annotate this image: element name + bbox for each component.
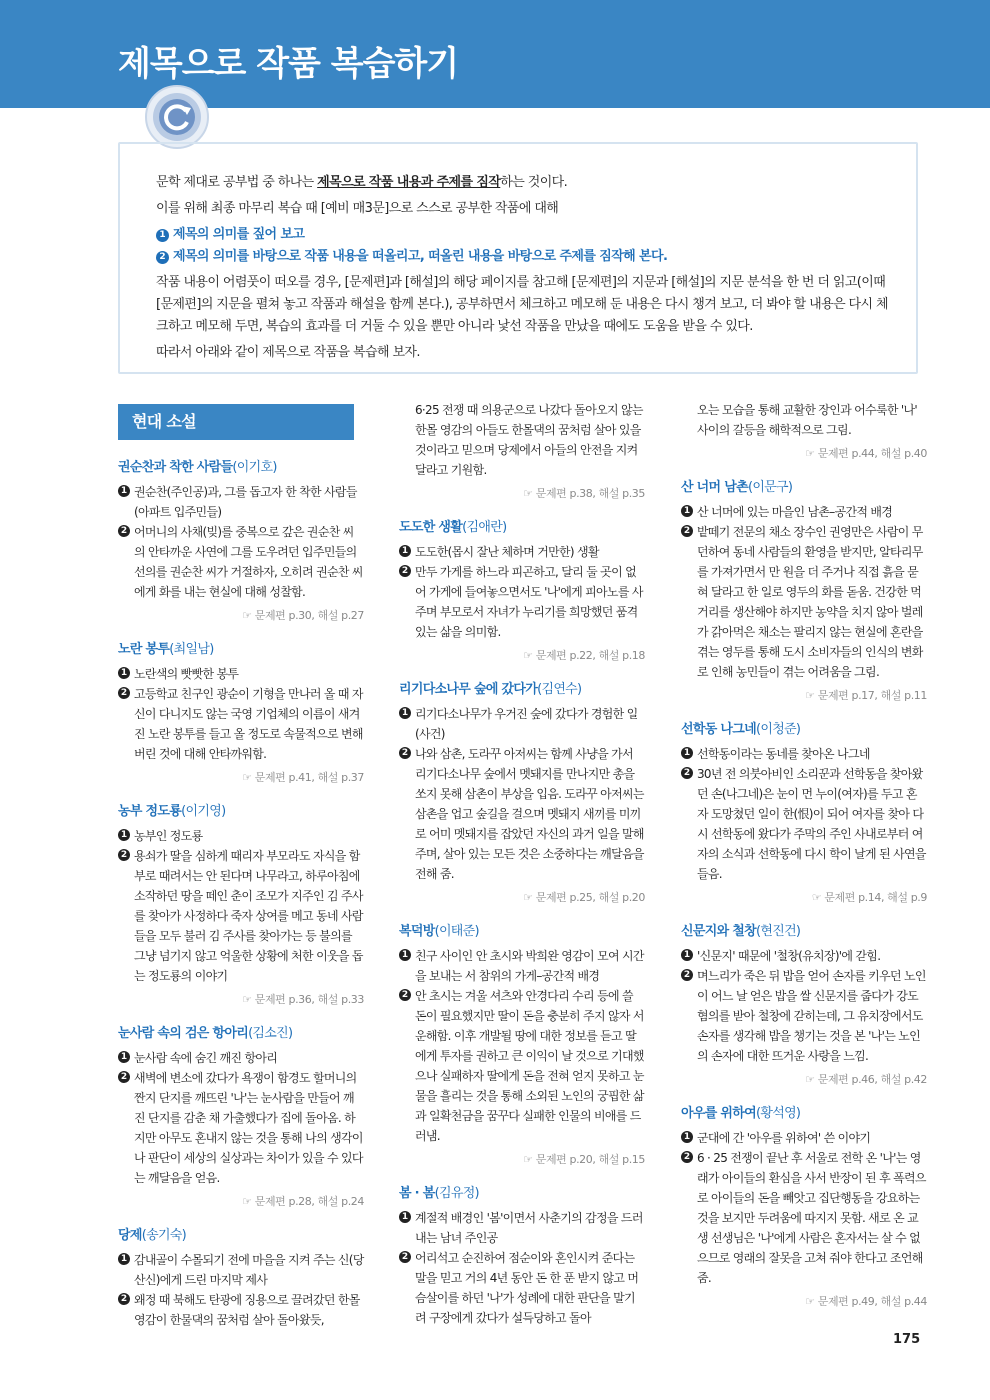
work-title: 봄 · 봄(김유정) xyxy=(399,1186,479,1201)
work-item-2: 2 어머니의 사채(빚)를 중복으로 갚은 권순찬 씨의 안타까운 사연에 그를 도우려던 입주민들의 선의를 권순찬 씨가 거절하자, 오히려 권순찬 씨에게 화를 내는 현실에 대해 성찰함. xyxy=(118,522,364,602)
work-item-1: 1 눈사람 속에 숨긴 깨진 항아리 xyxy=(118,1048,364,1068)
work-item-2: 2 용쇠가 딸을 심하게 때리자 부모라도 자식을 함부로 때려서는 안 된다며 나무라고, 하루아침에 소작하던 땅을 떼인 춘이 조모가 지주인 김 주사를 찾아가 사정하다 죽자 상여를 메고 동네 사람들을 모두 불러 김 주사를 찾아가는 등 불의를 그냥 넘기지 않고 억울한 상황에 처한 이웃을 돕는 정도룡의 이야기 xyxy=(118,846,364,986)
work-entry xyxy=(118,802,364,1010)
page-title: 제목으로 작품 복습하기 xyxy=(118,44,459,84)
work-reference: ☞ 문제편 p.14, 해설 p.9 xyxy=(811,891,927,904)
work-item-2: 2 어리석고 순진하여 점순이와 혼인시켜 준다는 말을 믿고 거의 4년 동안 돈 한 푼 받지 않고 머슴살이를 하던 '나'가 성례에 대한 판단을 말기려 구장에게 갔다가 설득당하고 돌아 xyxy=(399,1248,645,1328)
work-item-2: 2 30년 전 의붓아비인 소리꾼과 선학동을 찾아왔던 손(나그네)은 눈이 먼 누이(여자)를 두고 혼자 도망쳤던 일이 한(恨)이 되어 여자를 찾아 다시 선학동에 왔다가 주막의 주인 사내로부터 여자의 소식과 선학동에 다시 학이 날게 된 사연을 들음. xyxy=(681,764,927,884)
work-item-2: 2 왜정 때 북해도 탄광에 징용으로 끌려갔던 한몰 영감이 한물댁의 꿈처럼 살아 돌아왔듯, xyxy=(118,1290,364,1330)
work-reference: ☞ 문제편 p.41, 해설 p.37 xyxy=(242,771,364,784)
column-3 xyxy=(681,400,927,1326)
intro-paragraph-1: 문학 제대로 공부법 중 하나는 제목으로 작품 내용과 주제를 짐작하는 것이다. xyxy=(156,175,568,190)
work-item-2: 2 며느리가 죽은 뒤 밥을 얻어 손자를 키우던 노인이 어느 날 얻은 밥을 쌀 신문지를 줍다가 강도 혐의를 받아 철창에 갇히는데, 그 유치장에서도 손자를 생각해 밥을 챙기는 것을 본 '나'는 노인의 손자에 대한 뜨거운 사랑을 느낌. xyxy=(681,966,927,1066)
work-entry xyxy=(681,720,927,908)
intro-box xyxy=(118,142,918,374)
work-item-1: 1 친구 사이인 안 초시와 박희완 영감이 모여 시간을 보내는 서 참위의 가게–공간적 배경 xyxy=(399,946,645,986)
intro-step-2: 2 제목의 의미를 바탕으로 작품 내용을 떠올리고, 떠올린 내용을 바탕으로 주제를 짐작해 본다. xyxy=(156,246,896,268)
work-title: 신문지와 철창(현진건) xyxy=(681,924,801,939)
work-item-1: 1 선학동이라는 동네를 찾아온 나그네 xyxy=(681,744,927,764)
work-title: 노란 봉투(최일남) xyxy=(118,642,214,657)
work-item-1: 1 농부인 정도룡 xyxy=(118,826,364,846)
work-title: 도도한 생활(김애란) xyxy=(399,520,507,535)
work-reference: ☞ 문제편 p.49, 해설 p.44 xyxy=(805,1295,927,1308)
work-entry xyxy=(118,458,364,626)
intro-step-1: 1 제목의 의미를 짚어 보고 xyxy=(156,224,896,246)
work-item-1: 1 노란색의 빳빳한 봉투 xyxy=(118,664,364,684)
work-title: 당제(송기숙) xyxy=(118,1228,187,1243)
work-reference: ☞ 문제편 p.38, 해설 p.35 xyxy=(523,487,645,500)
work-item-1: 1 산 너머에 있는 마을인 남촌–공간적 배경 xyxy=(681,502,927,522)
work-item-2: 2 새벽에 변소에 갔다가 욕쟁이 함경도 할머니의 짠지 단지를 깨뜨린 '나'는 눈사람을 만들어 깨진 단지를 감춘 채 가출했다가 집에 돌아옴. 하지만 아무도 혼내지 않는 것을 통해 나의 생각이나 판단이 세상의 실상과는 차이가 있을 수 있다는 깨달음을 얻음. xyxy=(118,1068,364,1188)
work-title: 아우를 위하여(황석영) xyxy=(681,1106,801,1121)
work-item-continued: 오는 모습을 통해 교활한 장인과 어수룩한 '나' 사이의 갈등을 해학적으로 그림. xyxy=(697,403,917,437)
work-entry-continued xyxy=(399,400,645,504)
work-item-continued: 6·25 전쟁 때 의용군으로 나갔다 돌아오지 않는 한몰 영감의 아들도 한몰댁의 꿈처럼 살아 있을 것이라고 믿으며 당제에서 아들의 안전을 지켜 달라고 기원함. xyxy=(415,403,643,477)
work-entry xyxy=(118,1024,364,1212)
work-reference: ☞ 문제편 p.30, 해설 p.27 xyxy=(242,609,364,622)
work-reference: ☞ 문제편 p.25, 해설 p.20 xyxy=(523,891,645,904)
work-item-2: 2 6 · 25 전쟁이 끝난 후 서울로 전학 온 '나'는 영래가 아이들의 환심을 사서 반장이 된 후 폭력으로 아이들의 돈을 빼앗고 집단행동을 강요하는 것을 보지만 두려움에 따지지 못함. 새로 온 교생 선생님은 '나'에게 사람은 혼자서는 살 수 없으므로 영래의 잘못을 고쳐 줘야 한다고 조언해 줌. xyxy=(681,1148,927,1288)
work-title: 권순찬과 착한 사람들(이기호) xyxy=(118,460,277,475)
work-item-2: 2 만두 가게를 하느라 피곤하고, 달리 둘 곳이 없어 가게에 들여놓으면서도 '나'에게 피아노를 사 주며 부모로서 자녀가 누리기를 희망했던 품격 있는 삶을 의미함. xyxy=(399,562,645,642)
work-item-1: 1 도도한(몹시 잘난 체하며 거만한) 생활 xyxy=(399,542,645,562)
work-title: 눈사람 속의 검은 항아리(김소진) xyxy=(118,1026,293,1041)
work-title: 농부 정도룡(이기영) xyxy=(118,804,226,819)
work-item-2: 2 밭떼기 전문의 채소 장수인 권영만은 사람이 무던하여 동네 사람들의 환영을 받지만, 알타리무를 가져가면서 만 원을 더 주거나 직접 흙을 묻혀 달라고 한 일로 영두의 화를 돋움. 건강한 먹거리를 생산해야 하지만 농약을 치지 않아 벌레가 갉아먹은 채소는 팔리지 않는 현실에 혼란을 겪는 영두를 통해 도시 소비자들의 인식의 변화로 인해 농민들이 겪는 어려움을 그림. xyxy=(681,522,927,682)
work-entry xyxy=(681,1104,927,1312)
column-2 xyxy=(399,400,645,1342)
work-entry xyxy=(399,680,645,908)
work-item-1: 1 군대에 간 '아우를 위하여' 쓴 이야기 xyxy=(681,1128,927,1148)
work-entry-continued xyxy=(681,400,927,464)
intro-paragraph-4: 따라서 아래와 같이 제목으로 작품을 복습해 보자. xyxy=(156,345,420,360)
work-entry xyxy=(399,1184,645,1328)
intro-paragraph-2: 이를 위해 최종 마무리 복습 때 [예비 매3문]으로 스스로 공부한 작품에 대해 xyxy=(156,201,559,216)
work-reference: ☞ 문제편 p.22, 해설 p.18 xyxy=(523,649,645,662)
section-title: 현대 소설 xyxy=(118,404,354,440)
work-item-1: 1 '신문지' 때문에 '철창(유치장)'에 갇힘. xyxy=(681,946,927,966)
work-entry xyxy=(399,922,645,1170)
work-item-2: 2 안 초시는 겨울 셔츠와 안경다리 수리 등에 쓸 돈이 필요했지만 딸이 돈을 충분히 주지 않자 서운해함. 이후 개발될 땅에 대한 정보를 듣고 딸에게 투자를 권하고 큰 이익이 날 것으로 기대했으나 실패하자 딸에게 돈을 전혀 얻지 못하고 눈물을 흘리는 것을 통해 소외된 노인의 궁핍한 삶과 일확천금을 꿈꾸다 실패한 인물의 비애를 드러냄. xyxy=(399,986,645,1146)
work-item-1: 1 계절적 배경인 '봄'이면서 사춘기의 감정을 드러내는 남녀 주인공 xyxy=(399,1208,645,1248)
work-title: 리기다소나무 숲에 갔다가(김연수) xyxy=(399,682,582,697)
work-item-1: 1 권순찬(주인공)과, 그를 돕고자 한 착한 사람들(아파트 입주민들) xyxy=(118,482,364,522)
review-circle-icon xyxy=(144,84,210,150)
work-title: 선학동 나그네(이청준) xyxy=(681,722,801,737)
work-reference: ☞ 문제편 p.28, 해설 p.24 xyxy=(242,1195,364,1208)
column-1 xyxy=(118,400,364,1344)
work-entry xyxy=(118,1226,364,1330)
page-number: 175 xyxy=(893,1332,921,1347)
intro-paragraph-3: 작품 내용이 어렴풋이 떠오를 경우, [문제편]과 [해설]의 해당 페이지를 참고해 [문제편]의 지문과 [해설]의 지문 분석을 한 번 더 읽고(이때 [문제편]의 지문을 펼쳐 놓고 작품과 해설을 함께 본다.), 공부하면서 체크하고 메모해 둔 내용은 다시 챙겨 보고, 더 봐야 할 내용은 다시 체크하고 메모해 두면, 복습의 효과를 더 거둘 수 있을 뿐만 아니라 낯선 작품을 만났을 때에도 도움을 받을 수 있다. xyxy=(156,275,888,334)
work-reference: ☞ 문제편 p.46, 해설 p.42 xyxy=(805,1073,927,1086)
work-title: 산 너머 남촌(이문구) xyxy=(681,480,793,495)
work-entry xyxy=(399,518,645,666)
work-item-2: 2 나와 삼촌, 도라꾸 아저씨는 함께 사냥을 가서 리기다소나무 숲에서 멧돼지를 만나지만 총을 쏘지 못해 삼촌이 부상을 입음. 도라꾸 아저씨는 삼촌을 업고 숲길을 걸으며 멧돼지 새끼를 미끼로 어미 멧돼지를 잡았던 자신의 과거 일을 말해 주며, 살아 있는 모든 것은 소중하다는 깨달음을 전해 줌. xyxy=(399,744,645,884)
work-entry xyxy=(118,640,364,788)
work-item-1: 1 리기다소나무가 우거진 숲에 갔다가 경험한 일(사건) xyxy=(399,704,645,744)
work-reference: ☞ 문제편 p.17, 해설 p.11 xyxy=(805,689,927,702)
work-entry xyxy=(681,478,927,706)
work-reference: ☞ 문제편 p.20, 해설 p.15 xyxy=(523,1153,645,1166)
work-item-2: 2 고등학교 친구인 광순이 기형을 만나러 올 때 자신이 다니지도 않는 국영 기업체의 이름이 새겨진 노란 봉투를 들고 올 정도로 속물적으로 변해 버린 것에 대해 안타까워함. xyxy=(118,684,364,764)
work-item-1: 1 감내골이 수몰되기 전에 마을을 지켜 주는 신(당산신)에게 드린 마지막 제사 xyxy=(118,1250,364,1290)
work-title: 복덕방(이태준) xyxy=(399,924,479,939)
work-reference: ☞ 문제편 p.44, 해설 p.40 xyxy=(805,447,927,460)
work-reference: ☞ 문제편 p.36, 해설 p.33 xyxy=(242,993,364,1006)
work-entry xyxy=(681,922,927,1090)
